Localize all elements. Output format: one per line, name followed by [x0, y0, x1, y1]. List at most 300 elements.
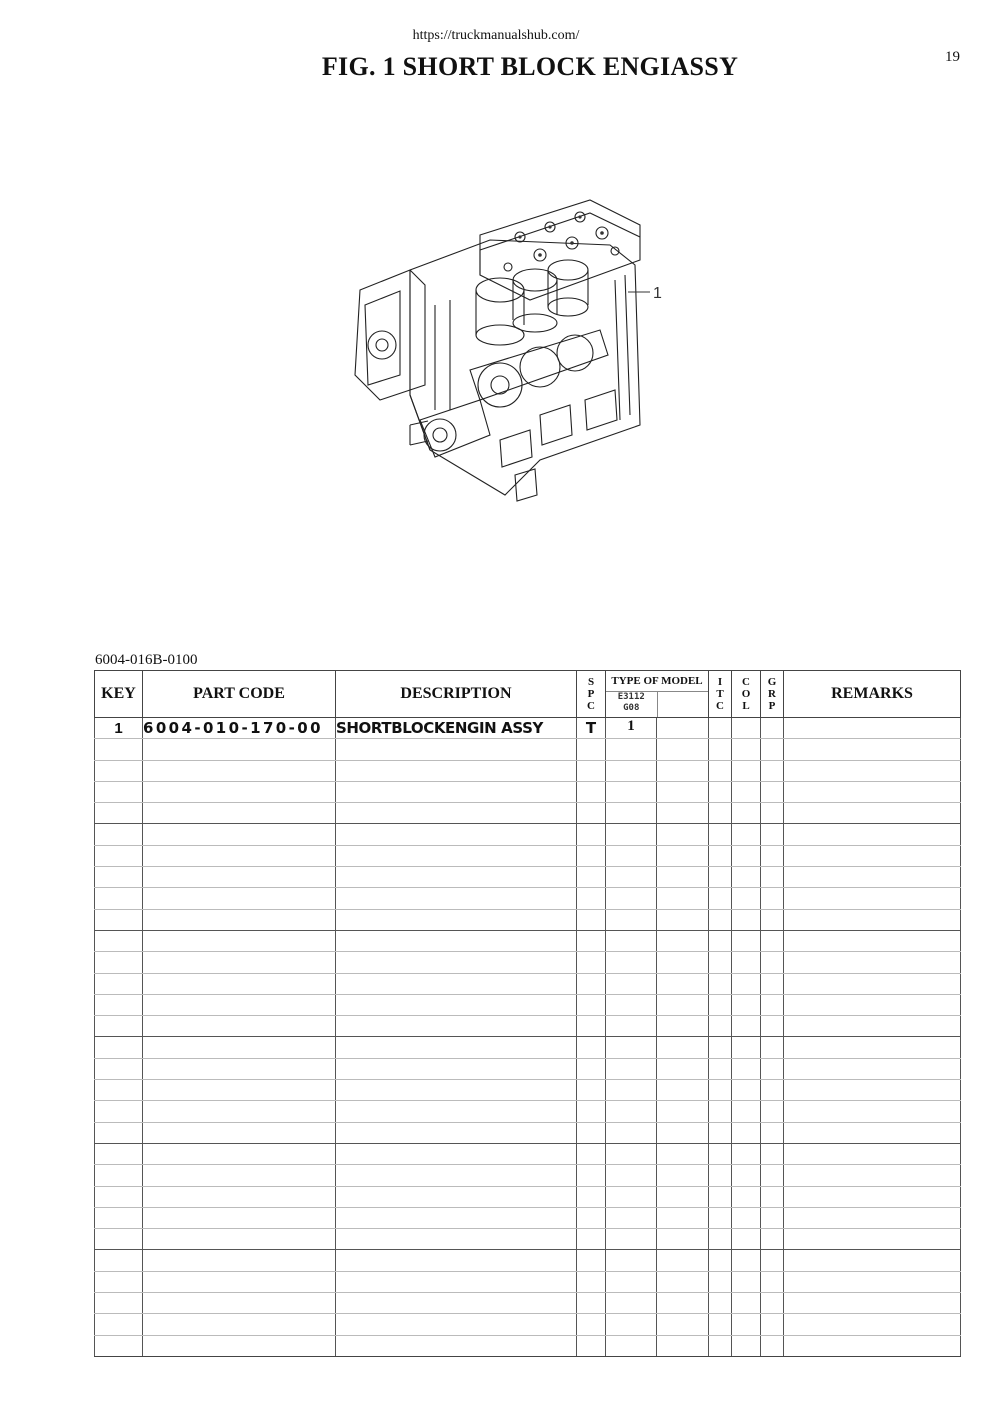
empty-cell [95, 1058, 143, 1079]
empty-cell [606, 1143, 657, 1164]
empty-cell [709, 760, 732, 781]
empty-cell [657, 1101, 709, 1122]
empty-cell [336, 803, 577, 824]
empty-cell [709, 888, 732, 909]
table-row-empty [95, 1229, 961, 1250]
empty-cell [657, 781, 709, 802]
empty-cell [784, 952, 961, 973]
empty-cell [336, 1314, 577, 1335]
empty-cell [143, 803, 336, 824]
empty-cell [95, 1207, 143, 1228]
empty-cell [709, 803, 732, 824]
empty-cell [577, 1186, 606, 1207]
header-itc: I T C [709, 671, 732, 718]
table-row-empty [95, 1271, 961, 1292]
empty-cell [657, 1037, 709, 1058]
empty-cell [657, 1293, 709, 1314]
empty-cell [784, 994, 961, 1015]
empty-cell [95, 1101, 143, 1122]
empty-cell [732, 1271, 761, 1292]
empty-cell [336, 1122, 577, 1143]
empty-cell [784, 739, 961, 760]
empty-cell [761, 1229, 784, 1250]
table-row-empty [95, 781, 961, 802]
empty-cell [606, 930, 657, 951]
empty-cell [143, 909, 336, 930]
empty-cell [709, 930, 732, 951]
empty-cell [606, 1314, 657, 1335]
empty-cell [606, 1080, 657, 1101]
empty-cell [95, 867, 143, 888]
row-itc [709, 718, 732, 739]
empty-cell [336, 1037, 577, 1058]
empty-cell [577, 1165, 606, 1186]
empty-cell [761, 1335, 784, 1356]
table-row-empty [95, 1207, 961, 1228]
empty-cell [336, 1271, 577, 1292]
empty-cell [95, 1016, 143, 1037]
empty-cell [606, 909, 657, 930]
empty-cell [657, 1229, 709, 1250]
empty-cell [761, 1186, 784, 1207]
empty-cell [577, 1314, 606, 1335]
header-remarks: REMARKS [784, 671, 961, 718]
row-qty-e3112: 1 [606, 718, 657, 739]
table-row-empty [95, 1037, 961, 1058]
empty-cell [336, 824, 577, 845]
empty-cell [657, 1314, 709, 1335]
header-type-of-model: TYPE OF MODEL E3112 G08 [606, 671, 709, 718]
empty-cell [784, 1229, 961, 1250]
empty-cell [732, 1229, 761, 1250]
empty-cell [95, 888, 143, 909]
empty-cell [577, 1229, 606, 1250]
empty-cell [761, 824, 784, 845]
row-remarks [784, 718, 961, 739]
empty-cell [657, 867, 709, 888]
empty-cell [784, 760, 961, 781]
empty-cell [95, 845, 143, 866]
empty-cell [709, 1101, 732, 1122]
empty-cell [732, 1122, 761, 1143]
empty-cell [143, 739, 336, 760]
empty-cell [657, 803, 709, 824]
empty-cell [577, 760, 606, 781]
empty-cell [143, 930, 336, 951]
empty-cell [709, 1250, 732, 1271]
empty-cell [577, 1058, 606, 1079]
empty-cell [657, 1250, 709, 1271]
empty-cell [143, 824, 336, 845]
empty-cell [784, 1058, 961, 1079]
empty-cell [143, 1229, 336, 1250]
empty-cell [709, 1037, 732, 1058]
empty-cell [336, 1207, 577, 1228]
empty-cell [95, 973, 143, 994]
empty-cell [709, 1335, 732, 1356]
empty-cell [143, 1080, 336, 1101]
empty-cell [606, 781, 657, 802]
empty-cell [732, 930, 761, 951]
empty-cell [143, 1207, 336, 1228]
empty-cell [761, 1101, 784, 1122]
empty-cell [577, 973, 606, 994]
empty-cell [143, 781, 336, 802]
empty-cell [143, 1335, 336, 1356]
empty-cell [143, 973, 336, 994]
empty-cell [95, 909, 143, 930]
empty-cell [606, 1293, 657, 1314]
empty-cell [95, 739, 143, 760]
empty-cell [336, 973, 577, 994]
table-row-empty [95, 1314, 961, 1335]
empty-cell [657, 739, 709, 760]
empty-cell [784, 930, 961, 951]
empty-cell [784, 1293, 961, 1314]
empty-cell [143, 1293, 336, 1314]
empty-cell [606, 760, 657, 781]
empty-cell [657, 1143, 709, 1164]
empty-cell [95, 1143, 143, 1164]
header-spc: S P C [577, 671, 606, 718]
row-description: SHORTBLOCKENGIN ASSY [336, 718, 577, 739]
empty-cell [709, 1122, 732, 1143]
empty-cell [606, 1250, 657, 1271]
empty-cell [95, 1271, 143, 1292]
empty-cell [95, 781, 143, 802]
empty-cell [761, 1037, 784, 1058]
empty-cell [657, 1271, 709, 1292]
empty-cell [732, 1250, 761, 1271]
empty-cell [709, 845, 732, 866]
source-url: https://truckmanualshub.com/ [412, 28, 580, 43]
empty-cell [606, 1335, 657, 1356]
empty-cell [761, 1293, 784, 1314]
row-part-code: 6004-010-170-00 [143, 718, 336, 739]
empty-cell [657, 1186, 709, 1207]
empty-cell [577, 1143, 606, 1164]
empty-cell [577, 952, 606, 973]
empty-cell [784, 1250, 961, 1271]
row-col [732, 718, 761, 739]
empty-cell [657, 1207, 709, 1228]
empty-cell [761, 888, 784, 909]
empty-cell [657, 760, 709, 781]
header-description: DESCRIPTION [336, 671, 577, 718]
table-row-empty [95, 930, 961, 951]
empty-cell [761, 781, 784, 802]
empty-cell [784, 824, 961, 845]
header-col: C O L [732, 671, 761, 718]
empty-cell [143, 1016, 336, 1037]
empty-cell [336, 909, 577, 930]
empty-cell [336, 1186, 577, 1207]
empty-cell [784, 1101, 961, 1122]
empty-cell [732, 803, 761, 824]
empty-cell [143, 760, 336, 781]
empty-cell [606, 1016, 657, 1037]
row-qty-extra [657, 718, 709, 739]
row-spc: T [577, 718, 606, 739]
empty-cell [709, 867, 732, 888]
empty-cell [336, 1293, 577, 1314]
header-grp: G R P [761, 671, 784, 718]
empty-cell [606, 1058, 657, 1079]
empty-cell [784, 781, 961, 802]
empty-cell [606, 867, 657, 888]
empty-cell [577, 1250, 606, 1271]
empty-cell [606, 1165, 657, 1186]
empty-cell [577, 1037, 606, 1058]
empty-cell [577, 1101, 606, 1122]
table-row-empty [95, 739, 961, 760]
empty-cell [761, 909, 784, 930]
empty-cell [732, 1293, 761, 1314]
empty-cell [143, 1037, 336, 1058]
empty-cell [336, 1143, 577, 1164]
empty-cell [606, 845, 657, 866]
empty-cell [606, 1229, 657, 1250]
empty-cell [657, 845, 709, 866]
empty-cell [657, 888, 709, 909]
empty-cell [606, 888, 657, 909]
empty-cell [336, 1058, 577, 1079]
empty-cell [143, 1143, 336, 1164]
empty-cell [606, 1271, 657, 1292]
table-row-empty [95, 952, 961, 973]
empty-cell [784, 1080, 961, 1101]
empty-cell [784, 1207, 961, 1228]
empty-cell [784, 973, 961, 994]
empty-cell [784, 1143, 961, 1164]
empty-cell [709, 1207, 732, 1228]
empty-cell [761, 1016, 784, 1037]
empty-cell [784, 1335, 961, 1356]
empty-cell [709, 1080, 732, 1101]
empty-cell [336, 930, 577, 951]
page-number: 19 [945, 49, 960, 65]
empty-cell [761, 1080, 784, 1101]
empty-cell [761, 1250, 784, 1271]
empty-cell [732, 760, 761, 781]
empty-cell [784, 867, 961, 888]
empty-cell [95, 1229, 143, 1250]
empty-cell [761, 1122, 784, 1143]
empty-cell [732, 1335, 761, 1356]
table-row-empty [95, 824, 961, 845]
empty-cell [657, 952, 709, 973]
empty-cell [761, 803, 784, 824]
row-key: 1 [95, 718, 143, 739]
table-header-row [95, 671, 961, 718]
empty-cell [95, 930, 143, 951]
empty-cell [732, 1037, 761, 1058]
empty-cell [336, 1080, 577, 1101]
empty-cell [606, 1186, 657, 1207]
empty-cell [761, 1314, 784, 1335]
empty-cell [336, 1165, 577, 1186]
empty-cell [606, 803, 657, 824]
empty-cell [784, 1186, 961, 1207]
empty-cell [336, 952, 577, 973]
table-row-empty [95, 909, 961, 930]
empty-cell [95, 824, 143, 845]
model-column-label: E3112 G08 [606, 692, 658, 717]
empty-cell [732, 994, 761, 1015]
empty-cell [761, 1058, 784, 1079]
empty-cell [784, 909, 961, 930]
empty-cell [95, 1250, 143, 1271]
table-row-empty [95, 803, 961, 824]
empty-cell [606, 1101, 657, 1122]
table-row-empty [95, 1101, 961, 1122]
empty-cell [657, 973, 709, 994]
table-row [95, 718, 961, 739]
empty-cell [709, 1229, 732, 1250]
table-row-empty [95, 1250, 961, 1271]
empty-cell [606, 739, 657, 760]
empty-cell [95, 1186, 143, 1207]
empty-cell [95, 1293, 143, 1314]
empty-cell [143, 1314, 336, 1335]
empty-cell [761, 845, 784, 866]
empty-cell [709, 1314, 732, 1335]
empty-cell [577, 1271, 606, 1292]
table-row-empty [95, 867, 961, 888]
page-title: FIG. 1 SHORT BLOCK ENGIASSY [321, 52, 739, 81]
table-row-empty [95, 973, 961, 994]
empty-cell [606, 1037, 657, 1058]
empty-cell [784, 845, 961, 866]
empty-cell [95, 1314, 143, 1335]
empty-cell [336, 994, 577, 1015]
empty-cell [657, 1165, 709, 1186]
empty-cell [709, 1271, 732, 1292]
empty-cell [761, 867, 784, 888]
empty-cell [606, 952, 657, 973]
empty-cell [336, 1335, 577, 1356]
empty-cell [761, 952, 784, 973]
empty-cell [761, 973, 784, 994]
empty-cell [761, 739, 784, 760]
empty-cell [606, 1207, 657, 1228]
empty-cell [657, 1058, 709, 1079]
parts-list-table [94, 670, 961, 1357]
empty-cell [606, 1122, 657, 1143]
empty-cell [336, 1016, 577, 1037]
empty-cell [732, 845, 761, 866]
empty-cell [709, 909, 732, 930]
callout-label: 1 [653, 285, 662, 302]
table-row-empty [95, 1293, 961, 1314]
empty-cell [732, 888, 761, 909]
empty-cell [657, 1016, 709, 1037]
empty-cell [732, 1058, 761, 1079]
empty-cell [784, 1271, 961, 1292]
empty-cell [657, 824, 709, 845]
empty-cell [577, 994, 606, 1015]
empty-cell [657, 909, 709, 930]
empty-cell [732, 1101, 761, 1122]
empty-cell [336, 760, 577, 781]
table-row-empty [95, 760, 961, 781]
empty-cell [657, 994, 709, 1015]
empty-cell [709, 1165, 732, 1186]
empty-cell [709, 994, 732, 1015]
empty-cell [95, 1080, 143, 1101]
empty-cell [336, 739, 577, 760]
table-row-empty [95, 1016, 961, 1037]
empty-cell [709, 781, 732, 802]
empty-cell [336, 781, 577, 802]
empty-cell [336, 845, 577, 866]
empty-cell [577, 781, 606, 802]
empty-cell [784, 1037, 961, 1058]
empty-cell [709, 1058, 732, 1079]
table-row-empty [95, 1080, 961, 1101]
table-row-empty [95, 1186, 961, 1207]
empty-cell [732, 1016, 761, 1037]
empty-cell [577, 909, 606, 930]
empty-cell [732, 1314, 761, 1335]
header-part-code: PART CODE [143, 671, 336, 718]
empty-cell [606, 994, 657, 1015]
empty-cell [336, 888, 577, 909]
model-column-empty [658, 692, 709, 717]
empty-cell [143, 994, 336, 1015]
table-row-empty [95, 845, 961, 866]
empty-cell [761, 1207, 784, 1228]
empty-cell [709, 1143, 732, 1164]
empty-cell [606, 973, 657, 994]
empty-cell [709, 1016, 732, 1037]
empty-cell [709, 973, 732, 994]
empty-cell [709, 952, 732, 973]
empty-cell [143, 1250, 336, 1271]
empty-cell [95, 1335, 143, 1356]
empty-cell [336, 867, 577, 888]
empty-cell [761, 1271, 784, 1292]
empty-cell [784, 803, 961, 824]
empty-cell [784, 1165, 961, 1186]
empty-cell [143, 1165, 336, 1186]
empty-cell [577, 888, 606, 909]
empty-cell [761, 1143, 784, 1164]
empty-cell [577, 1335, 606, 1356]
empty-cell [761, 760, 784, 781]
table-row-empty [95, 888, 961, 909]
empty-cell [577, 1122, 606, 1143]
empty-cell [577, 1080, 606, 1101]
empty-cell [95, 994, 143, 1015]
empty-cell [577, 1207, 606, 1228]
empty-cell [577, 930, 606, 951]
figure-reference-code: 6004-016B-0100 [95, 652, 198, 668]
empty-cell [784, 888, 961, 909]
empty-cell [143, 952, 336, 973]
row-grp [761, 718, 784, 739]
empty-cell [709, 1293, 732, 1314]
empty-cell [732, 867, 761, 888]
empty-cell [657, 1335, 709, 1356]
empty-cell [784, 1314, 961, 1335]
empty-cell [657, 1122, 709, 1143]
empty-cell [761, 930, 784, 951]
empty-cell [732, 909, 761, 930]
empty-cell [143, 1058, 336, 1079]
empty-cell [336, 1101, 577, 1122]
empty-cell [732, 1165, 761, 1186]
